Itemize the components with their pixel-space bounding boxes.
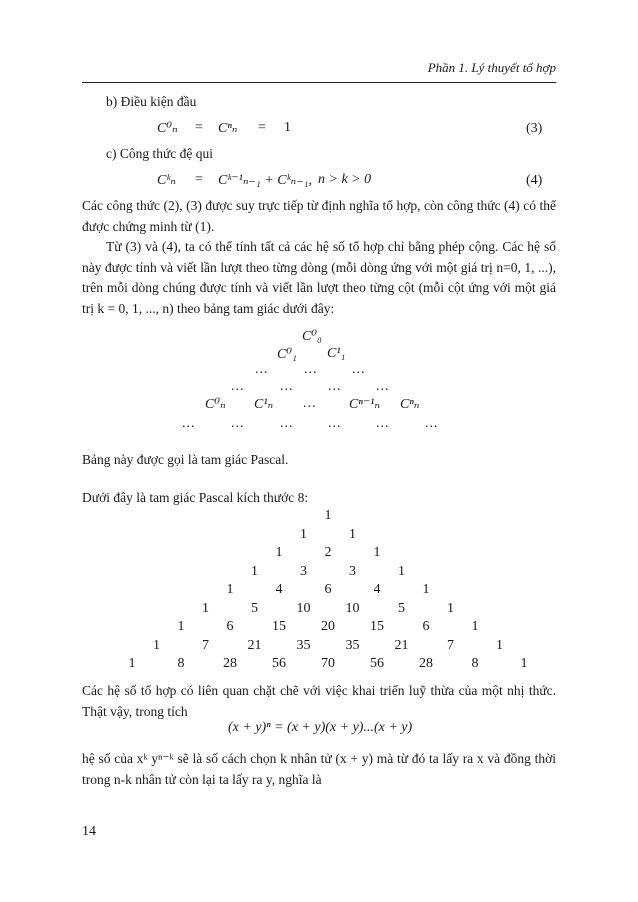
triangle-ellipsis: ... [328,379,342,394]
triangle-entry: C⁰₀ [302,329,322,344]
eq4-lhs: Cᵏₙ [157,173,176,188]
paragraph-line: hệ số của xᵏ yⁿ⁻ᵏ sẽ là số cách chọn k nhân tử (x + y) mà từ đó ta lấy ra x và đồng thời [82,751,556,766]
paragraph-line: Thật vậy, trong tích [82,703,188,719]
pascal-entry: 1 [153,637,160,653]
eq3-number: (3) [526,121,543,136]
triangle-ellipsis: ... [231,379,245,394]
pascal-entry: 4 [275,582,283,597]
paragraph-line: được chứng minh từ (1). [82,218,215,234]
paragraph-line: Từ (3) và (4), ta có thể tính tất cả các hệ số tổ hợp chỉ bằng phép cộng. Các hệ số [106,239,556,254]
pascal-entry: 7 [447,637,454,653]
pascal-entry: 20 [321,619,335,634]
paragraph-formulas-derivation [82,196,556,237]
triangle-entry: C⁰₁ [277,347,297,362]
paragraph-line: Các công thức (2), (3) được suy trực tiếp từ định nghĩa tổ hợp, còn công thức (4) có thể [82,198,556,213]
pascal-caption-text: Bảng này được gọi là tam giác Pascal. [82,452,289,467]
triangle-entry: Cⁿₙ [400,397,420,412]
pascal-entry: 10 [345,600,360,616]
pascal-entry: 1 [226,582,234,597]
pascal-entry: 1 [177,619,185,634]
paragraph-line: trị k = 0, 1, ..., n) theo bảng tam giác dưới đây: [82,300,335,316]
triangle-ellipsis: ... [231,416,245,431]
eq4-equals: = [195,172,203,187]
pascal-entry: 35 [345,637,360,653]
pascal-entry: 2 [324,545,332,560]
pascal-entry: 35 [296,637,311,653]
triangle-ellipsis: ... [280,379,294,394]
pascal-entry: 1 [128,656,136,671]
triangle-entry: C¹₁ [327,346,346,361]
triangle-ellipsis: ... [303,396,317,411]
eq4-condition: n > k > 0 [318,172,372,187]
triangle-ellipsis: ... [182,416,196,431]
pascal-entry: 15 [272,619,286,634]
eq3-equals-1: = [195,120,203,135]
eq4-number: (4) [526,173,543,188]
pascal-entry: 6 [422,619,430,634]
pascal-entry: 21 [394,637,409,653]
pascal-entry: 21 [247,637,262,653]
pascal-entry: 3 [349,563,356,579]
pascal-entry: 6 [324,582,332,597]
triangle-ellipsis: ... [255,362,269,377]
pascal-entry: 5 [251,600,258,616]
paragraph-binomial-coefficient [82,749,556,790]
label-recursive-formula: c) Công thức đệ qui [106,146,214,161]
pascal-entry: 5 [398,600,405,616]
paragraph-line: Các hệ số tổ hợp có liên quan chặt chẽ với việc khai triển luỹ thừa của một nhị thức. [82,683,556,698]
pascal-entry: 1 [471,619,479,634]
pascal-entry: 8 [177,656,185,671]
pascal-entry: 1 [520,656,528,671]
pascal-entry: 8 [471,656,479,671]
pascal-entry: 3 [300,563,307,579]
pascal-intro: Dưới đây là tam giác Pascal kích thước 8: [82,490,309,505]
pascal-entry: 1 [275,545,283,560]
triangle-entry: C⁰ₙ [205,397,226,412]
pascal-entry: 70 [321,656,335,671]
triangle-ellipsis: ... [280,416,294,431]
pascal-entry: 56 [370,656,384,671]
pascal-entry: 1 [251,563,258,579]
triangle-ellipsis: ... [376,416,390,431]
pascal-entry: 7 [202,637,209,653]
header-title: Phần 1. Lý thuyết tổ hợp [427,60,556,75]
pascal-entry: 1 [202,600,209,616]
pascal-entry: 1 [447,600,454,616]
triangle-entry: Cⁿ⁻¹ₙ [349,397,381,412]
pascal-entry: 1 [349,526,356,542]
triangle-ellipsis: ... [352,362,366,377]
paragraph-binomial-intro [82,681,556,722]
eq3-rhs: 1 [284,120,291,135]
paragraph-line: trong n-k nhân tử còn lại ta lấy ra y, nghĩa là [82,771,322,787]
pascal-entry: 1 [398,563,405,579]
paragraph-triangle-intro [82,237,556,319]
pascal-entry: 28 [223,656,237,671]
pascal-caption [82,452,288,468]
eq3-equals-2: = [258,120,266,135]
pascal-entry: 1 [300,526,307,542]
page-number: 14 [82,824,96,839]
pascal-entry: 56 [272,656,286,671]
triangle-ellipsis: ... [425,416,439,431]
pascal-entry: 15 [370,619,384,634]
pascal-entry: 4 [373,582,381,597]
pascal-entry: 1 [324,508,332,523]
eq3-lhs: C⁰ₙ [157,121,178,136]
binomial-equation: (x + y)ⁿ = (x + y)(x + y)...(x + y) [228,720,413,735]
pascal-entry: 1 [422,582,430,597]
paragraph-line: này được tính và viết lần lượt theo từng dòng (mỗi dòng ứng với một giá trị n=0, 1, ...), [82,259,556,275]
triangle-ellipsis: ... [328,416,342,431]
pascal-entry: 1 [373,545,381,560]
triangle-entry: C¹ₙ [254,397,274,412]
pascal-entry: 28 [419,656,433,671]
paragraph-line: trên mỗi dòng chúng được tính và viết lần lượt theo từng cột (mỗi cột ứng với một giá [82,280,556,295]
triangle-ellipsis: ... [376,379,390,394]
triangle-ellipsis: ... [304,362,318,377]
label-initial-condition: b) Điều kiện đầu [106,94,197,109]
pascal-entry: 6 [226,619,234,634]
pascal-entry: 10 [296,600,311,616]
pascal-entry: 1 [496,637,503,653]
running-header [82,60,556,83]
eq3-mid: Cⁿₙ [218,121,238,136]
eq4-rhs: Cᵏ⁻¹ₙ₋₁ + Cᵏₙ₋₁, [218,173,312,188]
